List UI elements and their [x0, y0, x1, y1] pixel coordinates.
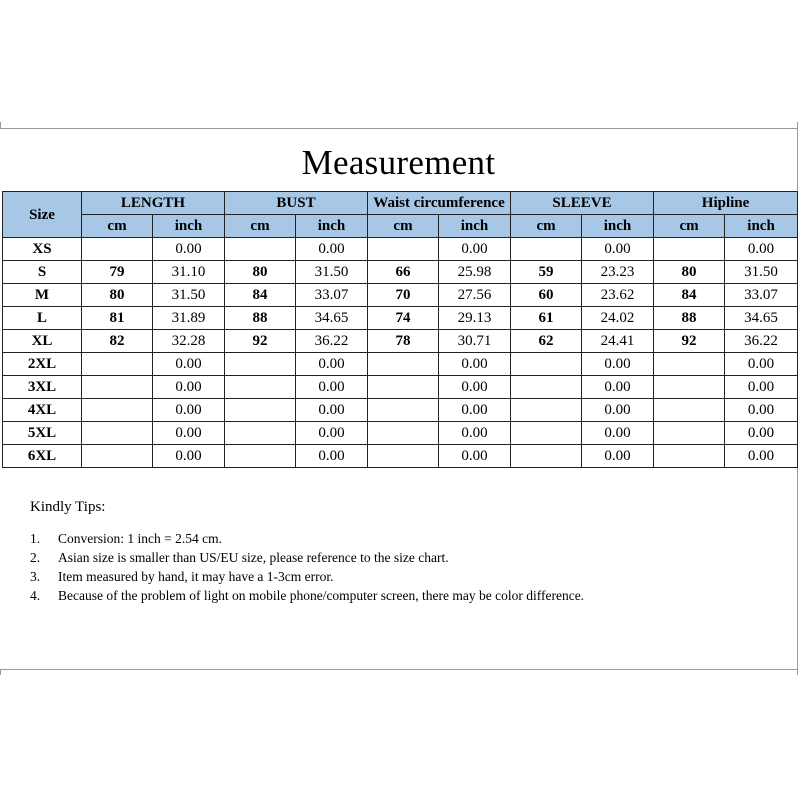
- inch-value-cell: 24.41: [582, 330, 654, 353]
- table-row: [3, 422, 798, 445]
- cm-value-cell: [368, 376, 439, 399]
- group-header-waist: Waist circumference: [368, 192, 511, 215]
- inch-value-cell: 0.00: [582, 353, 654, 376]
- kindly-tips: [30, 497, 770, 605]
- inch-value-cell: 0.00: [725, 376, 798, 399]
- inch-value-cell: 0.00: [153, 238, 225, 261]
- table-body: [3, 238, 798, 468]
- cm-value-cell: [82, 376, 153, 399]
- inch-value-cell: 0.00: [153, 422, 225, 445]
- inch-value-cell: 0.00: [725, 238, 798, 261]
- inch-value-cell: 0.00: [153, 445, 225, 468]
- table-row: [3, 330, 798, 353]
- cm-value-cell: [511, 399, 582, 422]
- tip-text: Because of the problem of light on mobile phone/computer screen, there may be color difference.: [58, 588, 585, 603]
- inch-value-cell: 25.98: [439, 261, 511, 284]
- cm-value-cell: [368, 445, 439, 468]
- inch-value-cell: 34.65: [725, 307, 798, 330]
- tip-item: [30, 567, 770, 586]
- size-label-cell: 3XL: [3, 376, 82, 399]
- cm-value-cell: [82, 422, 153, 445]
- inch-value-cell: 0.00: [725, 353, 798, 376]
- cm-value-cell: 92: [654, 330, 725, 353]
- cm-value-cell: 74: [368, 307, 439, 330]
- inch-value-cell: 29.13: [439, 307, 511, 330]
- unit-header-cm: cm: [368, 215, 439, 238]
- cm-value-cell: 78: [368, 330, 439, 353]
- inch-value-cell: 0.00: [153, 353, 225, 376]
- cm-value-cell: 81: [82, 307, 153, 330]
- inch-value-cell: 0.00: [296, 238, 368, 261]
- tips-list: [30, 529, 770, 605]
- inch-value-cell: 23.23: [582, 261, 654, 284]
- size-label-cell: XS: [3, 238, 82, 261]
- corner-tick: [0, 122, 1, 128]
- inch-value-cell: 0.00: [439, 376, 511, 399]
- tip-number: 4.: [30, 588, 41, 603]
- cm-value-cell: 66: [368, 261, 439, 284]
- tip-item: [30, 529, 770, 548]
- cm-value-cell: [654, 445, 725, 468]
- cm-value-cell: [225, 376, 296, 399]
- corner-tick: [797, 122, 798, 128]
- inch-value-cell: 33.07: [725, 284, 798, 307]
- cm-value-cell: [654, 353, 725, 376]
- cm-value-cell: 88: [654, 307, 725, 330]
- group-header-length: LENGTH: [82, 192, 225, 215]
- cm-value-cell: [82, 445, 153, 468]
- inch-value-cell: 31.50: [153, 284, 225, 307]
- tip-number: 3.: [30, 569, 41, 584]
- table-row: [3, 307, 798, 330]
- group-header-sleeve: SLEEVE: [511, 192, 654, 215]
- cm-value-cell: [82, 399, 153, 422]
- inch-value-cell: 0.00: [296, 399, 368, 422]
- cm-value-cell: [225, 353, 296, 376]
- group-header-bust: BUST: [225, 192, 368, 215]
- inch-value-cell: 33.07: [296, 284, 368, 307]
- size-label-cell: S: [3, 261, 82, 284]
- cm-value-cell: [654, 376, 725, 399]
- group-header-hipline: Hipline: [654, 192, 798, 215]
- inch-value-cell: 0.00: [582, 399, 654, 422]
- cm-value-cell: [511, 376, 582, 399]
- inch-value-cell: 0.00: [153, 399, 225, 422]
- inch-value-cell: 31.50: [296, 261, 368, 284]
- unit-header-inch: inch: [153, 215, 225, 238]
- size-label-cell: 5XL: [3, 422, 82, 445]
- cm-value-cell: [368, 353, 439, 376]
- inch-value-cell: 0.00: [582, 445, 654, 468]
- unit-header-inch: inch: [582, 215, 654, 238]
- cm-value-cell: [368, 422, 439, 445]
- table-row: [3, 376, 798, 399]
- inch-value-cell: 36.22: [725, 330, 798, 353]
- cm-value-cell: [225, 445, 296, 468]
- inch-value-cell: 31.50: [725, 261, 798, 284]
- size-label-cell: 4XL: [3, 399, 82, 422]
- cm-value-cell: 88: [225, 307, 296, 330]
- inch-value-cell: 0.00: [439, 445, 511, 468]
- cm-value-cell: [511, 445, 582, 468]
- inch-value-cell: 0.00: [725, 422, 798, 445]
- tip-text: Conversion: 1 inch = 2.54 cm.: [58, 531, 222, 546]
- cm-value-cell: [225, 399, 296, 422]
- inch-value-cell: 36.22: [296, 330, 368, 353]
- cm-value-cell: 80: [82, 284, 153, 307]
- unit-header-inch: inch: [296, 215, 368, 238]
- inch-value-cell: 32.28: [153, 330, 225, 353]
- inch-value-cell: 0.00: [582, 238, 654, 261]
- inch-value-cell: 31.89: [153, 307, 225, 330]
- table-row: [3, 353, 798, 376]
- cm-value-cell: 79: [82, 261, 153, 284]
- cm-value-cell: [511, 422, 582, 445]
- tip-item: [30, 586, 770, 605]
- cm-value-cell: 60: [511, 284, 582, 307]
- size-label-cell: XL: [3, 330, 82, 353]
- cm-value-cell: [511, 238, 582, 261]
- cm-value-cell: 80: [654, 261, 725, 284]
- cm-value-cell: 80: [225, 261, 296, 284]
- table-row: [3, 445, 798, 468]
- inch-value-cell: 0.00: [582, 422, 654, 445]
- cm-value-cell: 61: [511, 307, 582, 330]
- tip-number: 1.: [30, 531, 41, 546]
- cm-value-cell: 62: [511, 330, 582, 353]
- cm-value-cell: [82, 353, 153, 376]
- table-row: [3, 284, 798, 307]
- header-unit-row: [3, 215, 798, 238]
- cm-value-cell: 82: [82, 330, 153, 353]
- inch-value-cell: 30.71: [439, 330, 511, 353]
- cm-value-cell: 59: [511, 261, 582, 284]
- inch-value-cell: 23.62: [582, 284, 654, 307]
- cm-value-cell: 84: [654, 284, 725, 307]
- corner-tick: [797, 669, 798, 675]
- size-chart-sheet: [0, 128, 798, 670]
- unit-header-cm: cm: [82, 215, 153, 238]
- unit-header-inch: inch: [439, 215, 511, 238]
- cm-value-cell: 84: [225, 284, 296, 307]
- table-header: [3, 192, 798, 238]
- table-row: [3, 261, 798, 284]
- size-label-cell: 2XL: [3, 353, 82, 376]
- cm-value-cell: 92: [225, 330, 296, 353]
- tip-text: Item measured by hand, it may have a 1-3cm error.: [58, 569, 334, 584]
- cm-value-cell: [225, 422, 296, 445]
- tip-item: [30, 548, 770, 567]
- size-table: [2, 191, 798, 468]
- header-group-row: [3, 192, 798, 215]
- tips-title: Kindly Tips:: [30, 499, 106, 515]
- inch-value-cell: 0.00: [582, 376, 654, 399]
- table-row: [3, 238, 798, 261]
- size-label-cell: L: [3, 307, 82, 330]
- corner-tick: [0, 669, 1, 675]
- tip-number: 2.: [30, 550, 41, 565]
- unit-header-cm: cm: [511, 215, 582, 238]
- unit-header-inch: inch: [725, 215, 798, 238]
- size-column-header: Size: [3, 192, 82, 238]
- cm-value-cell: [368, 238, 439, 261]
- unit-header-cm: cm: [654, 215, 725, 238]
- cm-value-cell: 70: [368, 284, 439, 307]
- page-title: Measurement: [301, 143, 496, 182]
- inch-value-cell: 31.10: [153, 261, 225, 284]
- inch-value-cell: 0.00: [725, 445, 798, 468]
- inch-value-cell: 0.00: [296, 445, 368, 468]
- size-label-cell: M: [3, 284, 82, 307]
- cm-value-cell: [654, 422, 725, 445]
- inch-value-cell: 0.00: [439, 399, 511, 422]
- inch-value-cell: 0.00: [439, 238, 511, 261]
- inch-value-cell: 0.00: [296, 376, 368, 399]
- cm-value-cell: [511, 353, 582, 376]
- table-row: [3, 399, 798, 422]
- cm-value-cell: [82, 238, 153, 261]
- inch-value-cell: 0.00: [439, 353, 511, 376]
- unit-header-cm: cm: [225, 215, 296, 238]
- inch-value-cell: 0.00: [296, 353, 368, 376]
- inch-value-cell: 24.02: [582, 307, 654, 330]
- inch-value-cell: 0.00: [153, 376, 225, 399]
- inch-value-cell: 27.56: [439, 284, 511, 307]
- cm-value-cell: [654, 238, 725, 261]
- inch-value-cell: 0.00: [439, 422, 511, 445]
- cm-value-cell: [368, 399, 439, 422]
- tip-text: Asian size is smaller than US/EU size, please reference to the size chart.: [58, 550, 449, 565]
- size-label-cell: 6XL: [3, 445, 82, 468]
- inch-value-cell: 34.65: [296, 307, 368, 330]
- cm-value-cell: [225, 238, 296, 261]
- cm-value-cell: [654, 399, 725, 422]
- inch-value-cell: 0.00: [725, 399, 798, 422]
- inch-value-cell: 0.00: [296, 422, 368, 445]
